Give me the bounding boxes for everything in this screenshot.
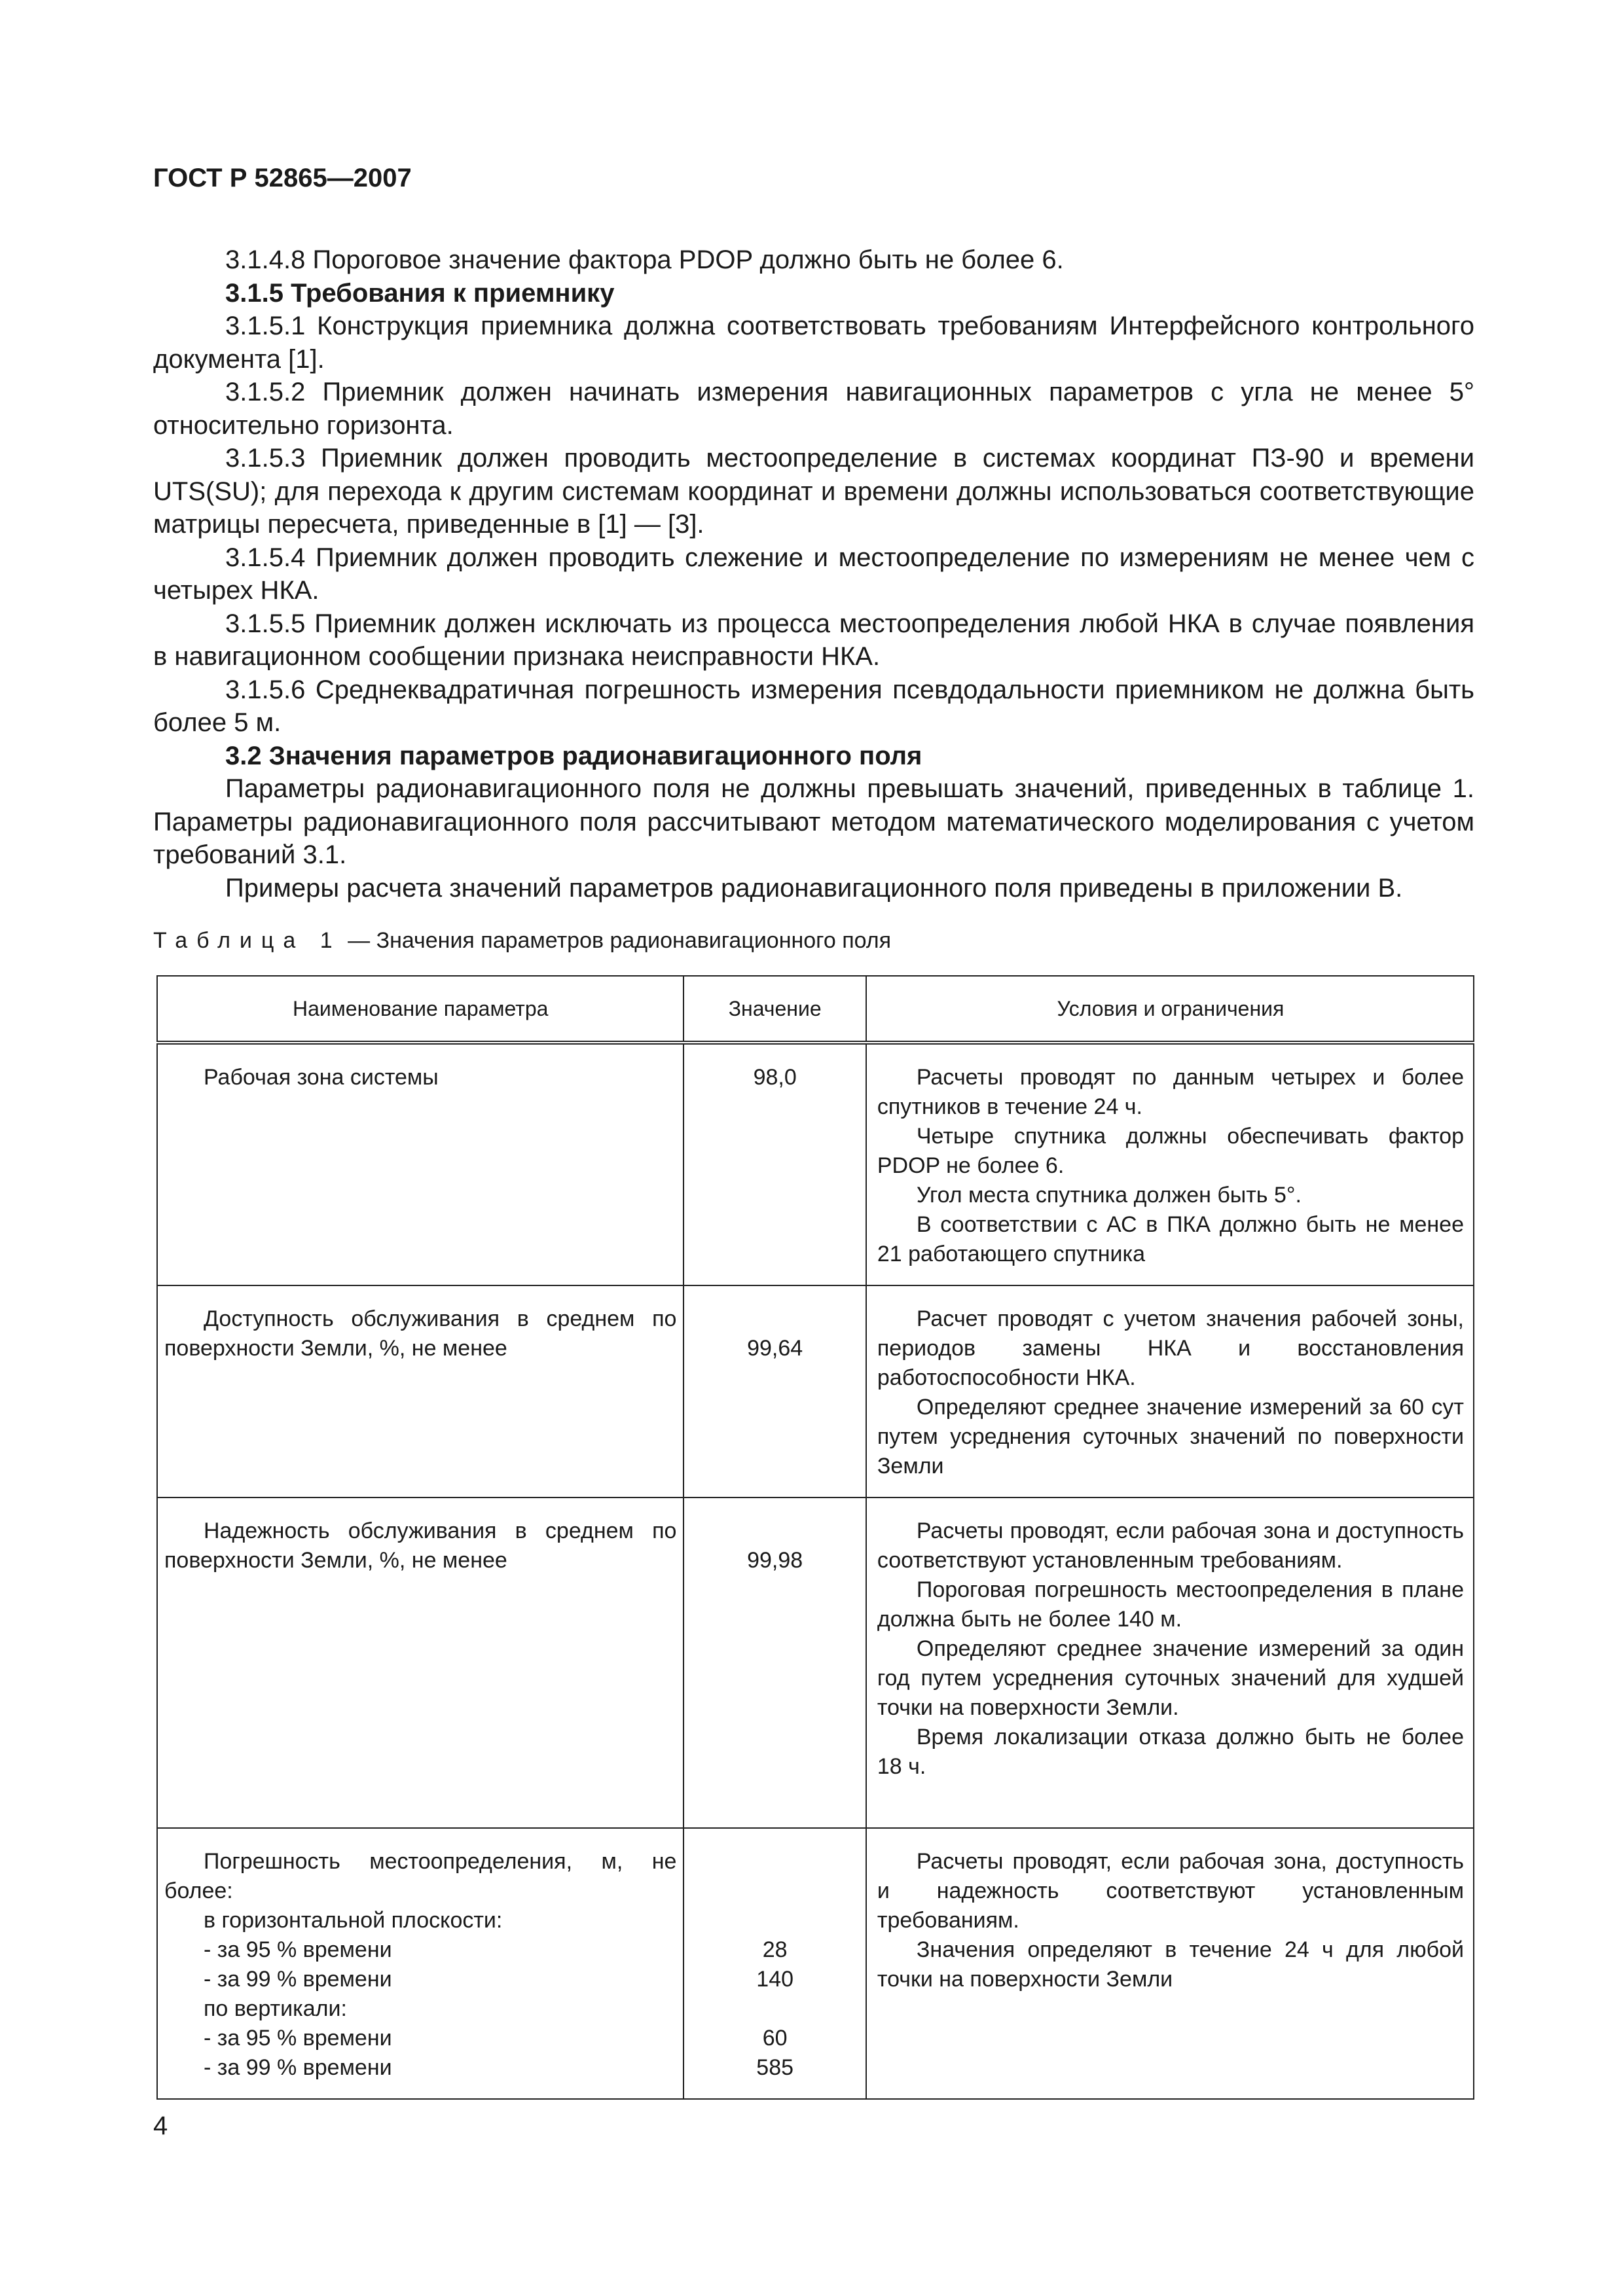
page-header: ГОСТ Р 52865—2007 [153, 164, 412, 192]
subheading-horizontal: в горизонтальной плоскости: [204, 1908, 503, 1933]
table-row [157, 1498, 1474, 1828]
value-text: 99,98 [747, 1548, 803, 1573]
table-caption-label: Таблица 1 [153, 928, 342, 953]
sub-item: - за 95 % времени [204, 2026, 392, 2051]
condition-text: Расчеты проводят, если рабочая зона, доступность и надежность соответствуют установленным требованиям. [877, 1849, 1464, 1933]
condition-text: Четыре спутника должны обеспечивать фактор PDOP не более 6. [877, 1124, 1464, 1178]
condition-text: Расчеты проводят по данным четырех и более спутников в течение 24 ч. [877, 1065, 1464, 1119]
cell-text: Погрешность местоопределения, м, не более: [164, 1849, 677, 1903]
table-row [157, 1043, 1474, 1285]
value-text: 60 [762, 2026, 788, 2051]
header-parameter-name: Наименование параметра [157, 976, 684, 1043]
cell-conditions [866, 1828, 1474, 2099]
cell-text: Рабочая зона системы [204, 1065, 439, 1090]
section-heading: 3.2 Значения параметров радионавигационного поля [225, 741, 922, 770]
paragraph: 3.1.5.6 Среднеквадратичная погрешность измерения псевдодальности приемником не должна быть более 5 м. [153, 675, 1474, 737]
sub-item: - за 99 % времени [204, 1967, 392, 1992]
paragraph: 3.1.5.2 Приемник должен начинать измерения навигационных параметров с угла не менее 5° относительно горизонта. [153, 378, 1474, 440]
table-row [157, 1285, 1474, 1498]
cell-conditions [866, 1285, 1474, 1498]
condition-text: Определяют среднее значение измерений за 60 сут путем усреднения суточных значений по поверхности Земли [877, 1395, 1464, 1479]
table-caption [153, 928, 891, 954]
value-text: 140 [756, 1967, 794, 1992]
section-heading: 3.1.5 Требования к приемнику [225, 278, 615, 308]
parameters-table [156, 975, 1474, 2100]
cell-value: 98,0 [684, 1043, 866, 1285]
cell-value [684, 1285, 866, 1498]
cell-value [684, 1498, 866, 1828]
cell-conditions [866, 1498, 1474, 1828]
page-number: 4 [153, 2111, 168, 2140]
cell-parameter-name [157, 1498, 684, 1828]
paragraph: Примеры расчета значений параметров радионавигационного поля приведены в приложении В. [225, 873, 1403, 903]
subheading-vertical: по вертикали: [204, 1996, 347, 2021]
cell-conditions [866, 1043, 1474, 1285]
condition-text: Расчет проводят с учетом значения рабочей зоны, периодов замены НКА и восстановления работоспособности НКА. [877, 1306, 1464, 1390]
paragraph: 3.1.5.4 Приемник должен проводить слежение и местоопределение по измерениям не менее чем с четырех НКА. [153, 543, 1474, 605]
header-value: Значение [684, 976, 866, 1043]
table-caption-text: — Значения параметров радионавигационного поля [341, 928, 892, 953]
table-header-row [157, 976, 1474, 1043]
condition-text: Расчеты проводят, если рабочая зона и доступность соответствуют установленным требованиям. [877, 1518, 1464, 1573]
value-text: 585 [756, 2055, 794, 2080]
condition-text: Определяют среднее значение измерений за один год путем усреднения суточных значений для худшей точки на поверхности Земли. [877, 1636, 1464, 1720]
cell-parameter-name [157, 1285, 684, 1498]
condition-text: Время локализации отказа должно быть не более 18 ч. [877, 1725, 1464, 1779]
cell-text: Доступность обслуживания в среднем по поверхности Земли, %, не менее [164, 1306, 677, 1361]
cell-text: Надежность обслуживания в среднем по поверхности Земли, %, не менее [164, 1518, 677, 1573]
cell-parameter-name [157, 1043, 684, 1285]
value-text: 99,64 [747, 1336, 803, 1361]
condition-text: Пороговая погрешность местоопределения в плане должна быть не более 140 м. [877, 1577, 1464, 1632]
cell-value [684, 1828, 866, 2099]
paragraph: 3.1.5.3 Приемник должен проводить местоопределение в системах координат ПЗ-90 и времени UTS(SU); для перехода к другим системам координат и времени должны использоваться соответствующие матрицы пересчета, приведенные в [1] — [3]. [153, 444, 1474, 539]
paragraph: 3.1.5.5 Приемник должен исключать из процесса местоопределения любой НКА в случае появления в навигационном сообщении признака неисправности НКА. [153, 609, 1474, 671]
cell-parameter-name [157, 1828, 684, 2099]
header-conditions: Условия и ограничения [866, 976, 1474, 1043]
sub-item: - за 99 % времени [204, 2055, 392, 2080]
value-text: 28 [762, 1937, 788, 1962]
condition-text: В соответствии с АС в ПКА должно быть не менее 21 работающего спутника [877, 1212, 1464, 1266]
body-text [153, 243, 1474, 905]
paragraph: 3.1.5.1 Конструкция приемника должна соответствовать требованиям Интерфейсного контрольного документа [1]. [153, 312, 1474, 374]
condition-text: Угол места спутника должен быть 5°. [916, 1183, 1302, 1208]
table-row [157, 1828, 1474, 2099]
paragraph: 3.1.4.8 Пороговое значение фактора PDOP должно быть не более 6. [225, 245, 1064, 274]
condition-text: Значения определяют в течение 24 ч для любой точки на поверхности Земли [877, 1937, 1464, 1992]
sub-item: - за 95 % времени [204, 1937, 392, 1962]
paragraph: Параметры радионавигационного поля не должны превышать значений, приведенных в таблице 1. Параметры радионавигационного поля рассчитывают методом математического моделирования с учетом требований 3.1. [153, 774, 1474, 869]
